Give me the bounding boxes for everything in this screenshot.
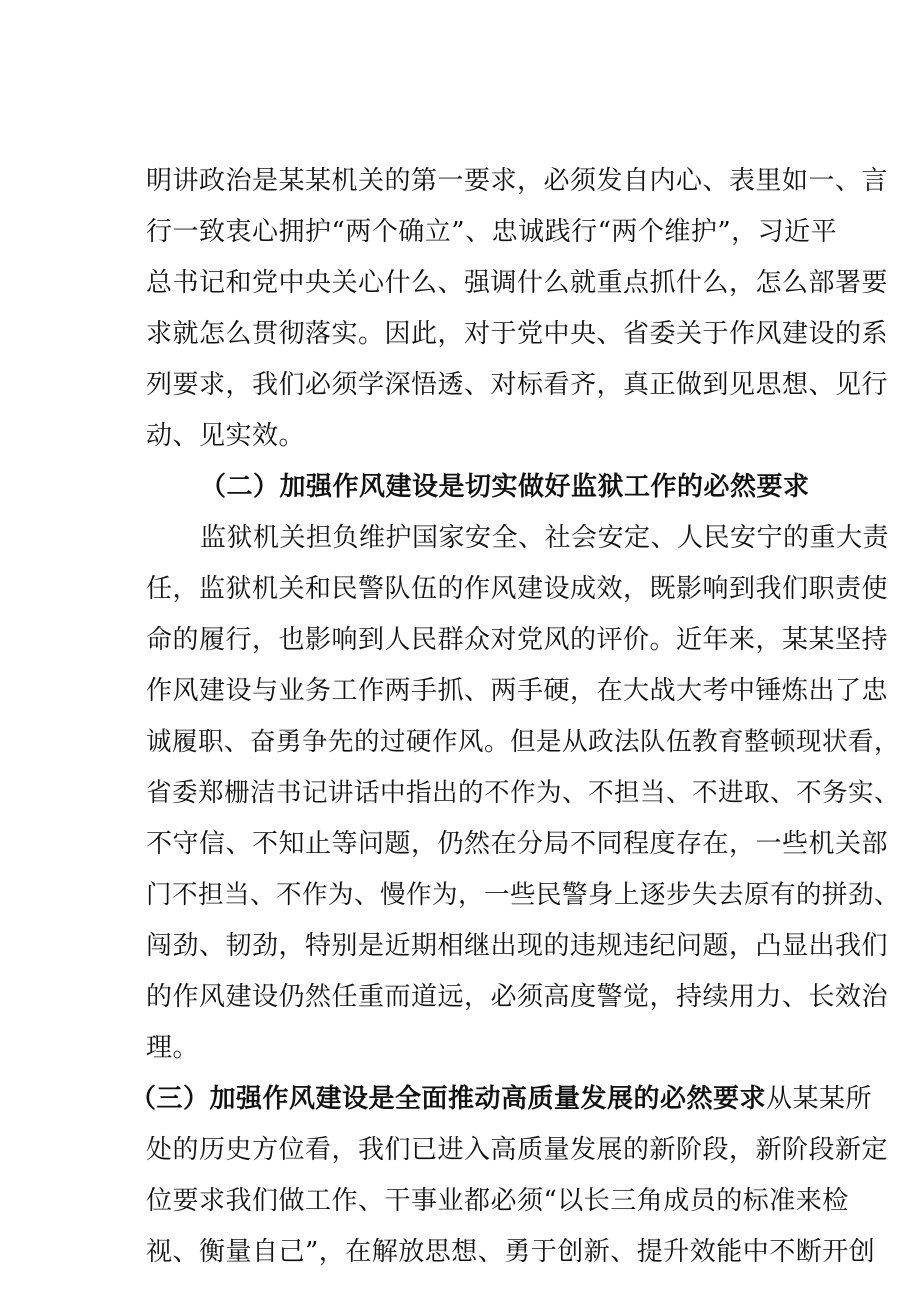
body-text-line: 位要求我们做工作、干事业都必须“以长三角成员的标准来检 <box>146 1186 849 1216</box>
body-text-line: 监狱机关担负维护国家安全、社会安定、人民安宁的重大责 <box>200 523 890 553</box>
body-text-line: 闯劲、韧劲，特别是近期相继出现的违规违纪问题，凸显出我们 <box>146 931 889 961</box>
body-text-line: 任，监狱机关和民警队伍的作风建设成效，既影响到我们职责使 <box>146 574 889 604</box>
section-heading-2: （二）加强作风建设是切实做好监狱工作的必然要求 <box>200 472 810 502</box>
section-3-line <box>130 1079 872 1119</box>
body-text-line: 求就怎么贯彻落实。因此，对于党中央、省委关于作风建设的系 <box>146 319 889 349</box>
body-text-line: 命的履行，也影响到人民群众对党风的评价。近年来，某某坚持 <box>146 625 889 655</box>
body-text-line: 总书记和党中央关心什么、强调什么就重点抓什么，怎么部署要 <box>146 268 889 298</box>
section-heading-3: （三）加强作风建设是全面推动高质量发展的必然要求 <box>130 1084 767 1114</box>
body-text-run: 从某某所 <box>766 1084 873 1114</box>
body-text-line: 的作风建设仍然任重而道远，必须高度警觉，持续用力、长效治 <box>146 982 889 1012</box>
body-text-line: 作风建设与业务工作两手抓、两手硬，在大战大考中锤炼出了忠 <box>146 676 889 706</box>
body-text-line: 处的历史方位看，我们已进入高质量发展的新阶段，新阶段新定 <box>146 1135 889 1165</box>
body-text-line: 列要求，我们必须学深悟透、对标看齐，真正做到见思想、见行 <box>146 370 889 400</box>
body-text-line: 行一致衷心拥护“两个确立”、忠诚践行“两个维护”，习近平 <box>146 217 838 247</box>
body-text-line: 不守信、不知止等问题，仍然在分局不同程度存在，一些机关部 <box>146 829 889 859</box>
body-text-line: 动、见实效。 <box>146 421 306 451</box>
body-text-line: 明讲政治是某某机关的第一要求，必须发自内心、表里如一、言 <box>146 166 889 196</box>
body-text-line: 诚履职、奋勇争先的过硬作风。但是从政法队伍教育整顿现状看， <box>146 727 901 757</box>
body-text-line: 理。 <box>146 1033 200 1063</box>
body-text-line: 视、衡量自己”，在解放思想、勇于创新、提升效能中不断开创 <box>146 1237 876 1267</box>
body-text-line: 门不担当、不作为、慢作为，一些民警身上逐步失去原有的拼劲、 <box>146 880 901 910</box>
body-text-line: 省委郑栅洁书记讲话中指出的不作为、不担当、不进取、不务实、 <box>146 778 901 808</box>
